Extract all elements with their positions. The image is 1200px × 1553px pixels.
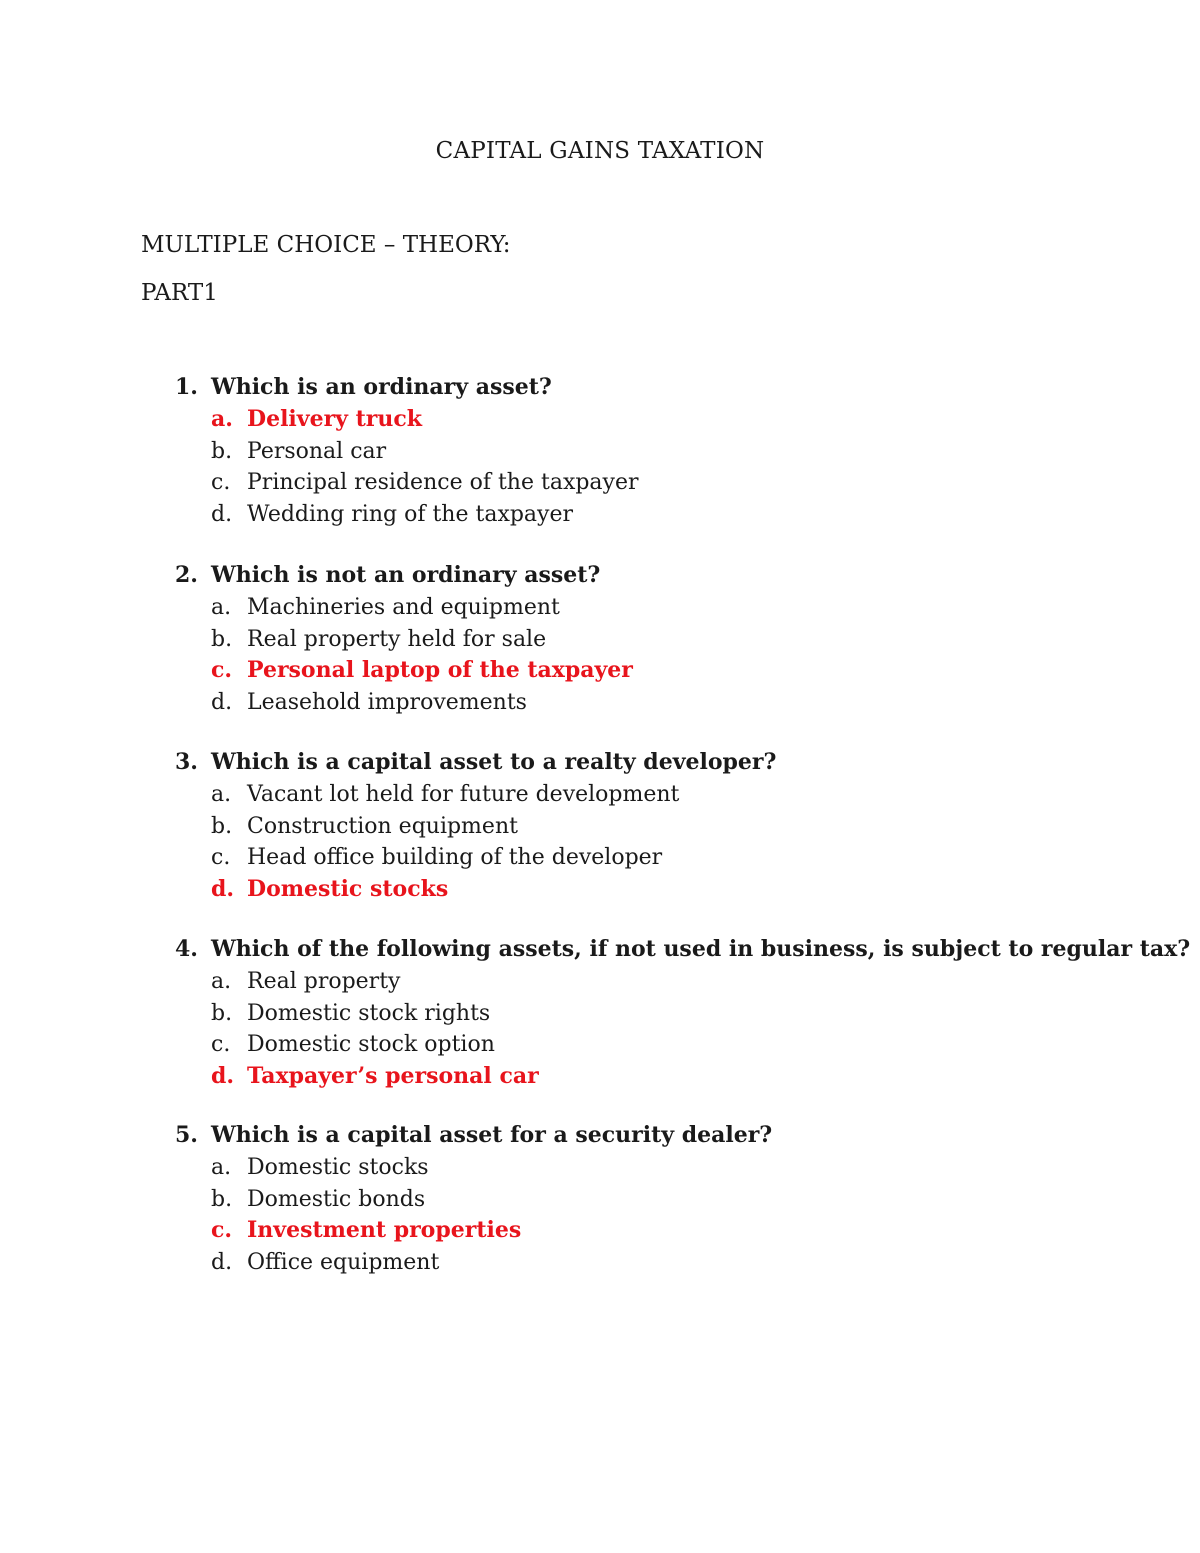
document-title: CAPITAL GAINS TAXATION <box>435 138 765 164</box>
choice-c <box>175 655 1155 687</box>
choice-letter: d. <box>211 501 233 527</box>
choice-letter: b. <box>211 1000 233 1026</box>
choice-letter: b. <box>211 438 233 464</box>
section-heading: MULTIPLE CHOICE – THEORY: <box>141 232 511 258</box>
choice-letter: a. <box>211 595 232 620</box>
choice-c <box>175 1029 1155 1061</box>
choice-letter: c. <box>211 657 233 683</box>
choice-letter: a. <box>211 969 232 994</box>
choice-a <box>175 966 1155 998</box>
question-text: Which is a capital asset for a security dealer? <box>211 1122 773 1148</box>
choice-letter: d. <box>211 689 233 715</box>
question-3 <box>175 745 1155 905</box>
choice-letter: d. <box>211 1062 235 1089</box>
question-stem <box>175 1118 1155 1152</box>
choice-letter: c. <box>211 1217 233 1243</box>
part-heading: PART1 <box>141 280 218 306</box>
choice-letter: c. <box>211 1032 231 1057</box>
choice-letter: b. <box>211 626 233 652</box>
choice-text: Investment properties <box>247 1217 522 1243</box>
choice-text: Construction equipment <box>247 813 518 839</box>
question-number: 1. <box>175 374 198 400</box>
choice-text: Machineries and equipment <box>247 595 560 620</box>
question-number: 4. <box>175 936 198 962</box>
choice-text: Real property <box>247 969 401 994</box>
choice-a <box>175 779 1155 811</box>
choice-text: Domestic stocks <box>247 1155 429 1180</box>
question-stem <box>175 932 1191 966</box>
choice-text: Delivery truck <box>247 406 422 432</box>
choice-text: Principal residence of the taxpayer <box>247 470 639 495</box>
question-4 <box>175 932 1191 1092</box>
choice-b <box>175 436 1155 468</box>
choice-text: Taxpayer’s personal car <box>247 1062 539 1089</box>
choice-text: Wedding ring of the taxpayer <box>247 501 574 527</box>
choice-letter: a. <box>211 406 233 432</box>
question-number: 2. <box>175 562 198 588</box>
choice-text: Personal laptop of the taxpayer <box>247 657 633 683</box>
choice-text: Head office building of the developer <box>247 845 663 870</box>
choice-text: Office equipment <box>247 1249 440 1275</box>
question-text: Which of the following assets, if not used in business, is subject to regular tax? <box>211 936 1191 962</box>
choice-letter: d. <box>211 1249 233 1275</box>
choice-b <box>175 811 1155 843</box>
choice-b <box>175 998 1155 1030</box>
choice-letter: b. <box>211 1186 233 1212</box>
choice-text: Leasehold improvements <box>247 689 527 715</box>
choice-b <box>175 1184 1155 1216</box>
question-number: 5. <box>175 1122 198 1148</box>
choice-letter: a. <box>211 782 232 807</box>
choice-d <box>175 1247 1155 1279</box>
choice-letter: c. <box>211 470 231 495</box>
choice-b <box>175 624 1155 656</box>
question-5 <box>175 1118 1155 1278</box>
choice-text: Personal car <box>247 438 387 464</box>
choice-text: Domestic stock option <box>247 1032 495 1057</box>
choice-c <box>175 842 1155 874</box>
question-number: 3. <box>175 749 198 775</box>
question-stem <box>175 370 1155 404</box>
choice-text: Domestic stock rights <box>247 1000 491 1026</box>
question-text: Which is not an ordinary asset? <box>211 562 601 588</box>
choice-letter: b. <box>211 813 233 839</box>
question-stem <box>175 558 1155 592</box>
choice-d <box>175 1061 1155 1093</box>
choice-letter: a. <box>211 1155 232 1180</box>
question-stem <box>175 745 1155 779</box>
question-text: Which is a capital asset to a realty developer? <box>211 749 777 775</box>
choice-d <box>175 687 1155 719</box>
choice-d <box>175 874 1155 906</box>
choice-a <box>175 404 1155 436</box>
choice-letter: c. <box>211 845 231 870</box>
choice-letter: d. <box>211 875 235 902</box>
choice-text: Domestic stocks <box>247 875 449 902</box>
choice-a <box>175 1152 1155 1184</box>
choice-d <box>175 499 1155 531</box>
choice-c <box>175 1215 1155 1247</box>
choice-text: Real property held for sale <box>247 626 547 652</box>
question-text: Which is an ordinary asset? <box>211 374 552 400</box>
question-1 <box>175 370 1155 530</box>
choice-text: Domestic bonds <box>247 1186 426 1212</box>
choice-text: Vacant lot held for future development <box>247 782 680 807</box>
choice-c <box>175 467 1155 499</box>
choice-a <box>175 592 1155 624</box>
question-2 <box>175 558 1155 718</box>
